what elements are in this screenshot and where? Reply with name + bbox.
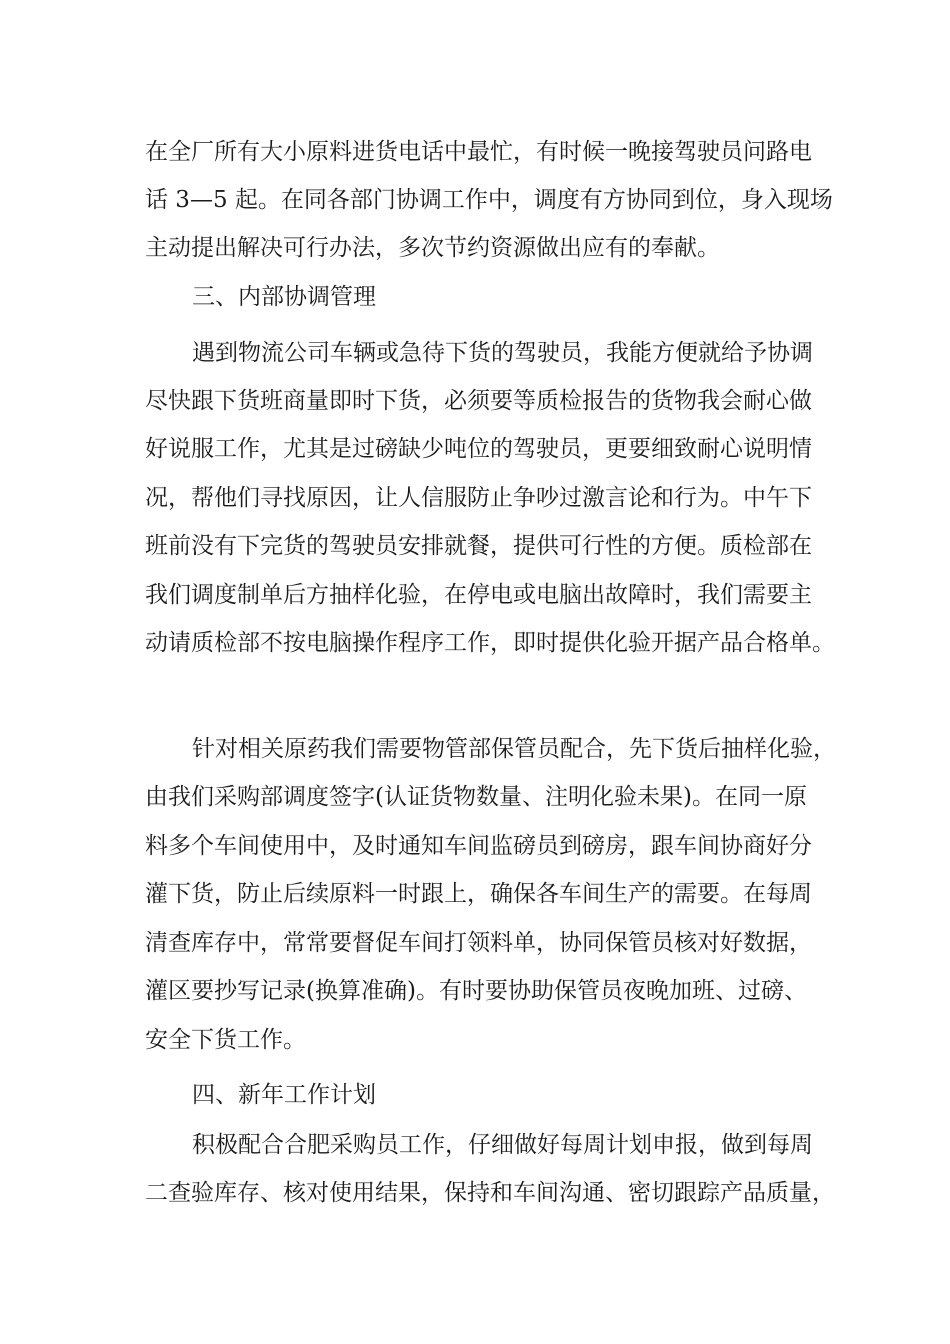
text-line: 好说服工作，尤其是过磅缺少吨位的驾驶员，更要细致耐心说明情: [145, 436, 812, 462]
text-line: 针对相关原药我们需要物管部保管员配合，先下货后抽样化验，: [192, 736, 836, 762]
text-line: 清查库存中，常常要督促车间打领料单，协同保管员核对好数据，: [145, 930, 812, 956]
text-line: 话 3—5 起。在同各部门协调工作中，调度有方协同到位，身入现场: [145, 187, 833, 213]
text-line: 积极配合合肥采购员工作，仔细做好每周计划申报，做到每周: [192, 1132, 813, 1158]
text-line: 班前没有下完货的驾驶员安排就餐，提供可行性的方便。质检部在: [145, 533, 812, 559]
text-line: 我们调度制单后方抽样化验，在停电或电脑出故障时，我们需要主: [145, 582, 812, 608]
text-line: 灌区要抄写记录(换算准确)。有时要协助保管员夜晚加班、过磅、: [145, 978, 807, 1004]
text-line: 动请质检部不按电脑操作程序工作，即时提供化验开据产品合格单。: [145, 630, 835, 656]
text-line: 遇到物流公司车辆或急待下货的驾驶员，我能方便就给予协调: [192, 340, 813, 366]
text-line: 灌下货，防止后续原料一时跟上，确保各车间生产的需要。在每周: [145, 881, 812, 907]
section-heading: 三、内部协调管理: [192, 284, 376, 310]
text-line: 料多个车间使用中，及时通知车间监磅员到磅房，跟车间协商好分: [145, 833, 812, 859]
text-line: 况，帮他们寻找原因，让人信服防止争吵过激言论和行为。中午下: [145, 485, 812, 511]
text-line: 在全厂所有大小原料进货电话中最忙，有时候一晚接驾驶员问路电: [145, 139, 812, 165]
text-line: 安全下货工作。: [145, 1027, 306, 1053]
text-line: 主动提出解决可行办法，多次节约资源做出应有的奉献。: [145, 235, 720, 261]
section-heading: 四、新年工作计划: [192, 1082, 376, 1108]
text-line: 二查验库存、核对使用结果，保持和车间沟通、密切跟踪产品质量，: [145, 1180, 835, 1206]
text-line: 尽快跟下货班商量即时下货，必须要等质检报告的货物我会耐心做: [145, 388, 812, 414]
text-line: 由我们采购部调度签字(认证货物数量、注明化验未果)。在同一原: [145, 784, 807, 810]
